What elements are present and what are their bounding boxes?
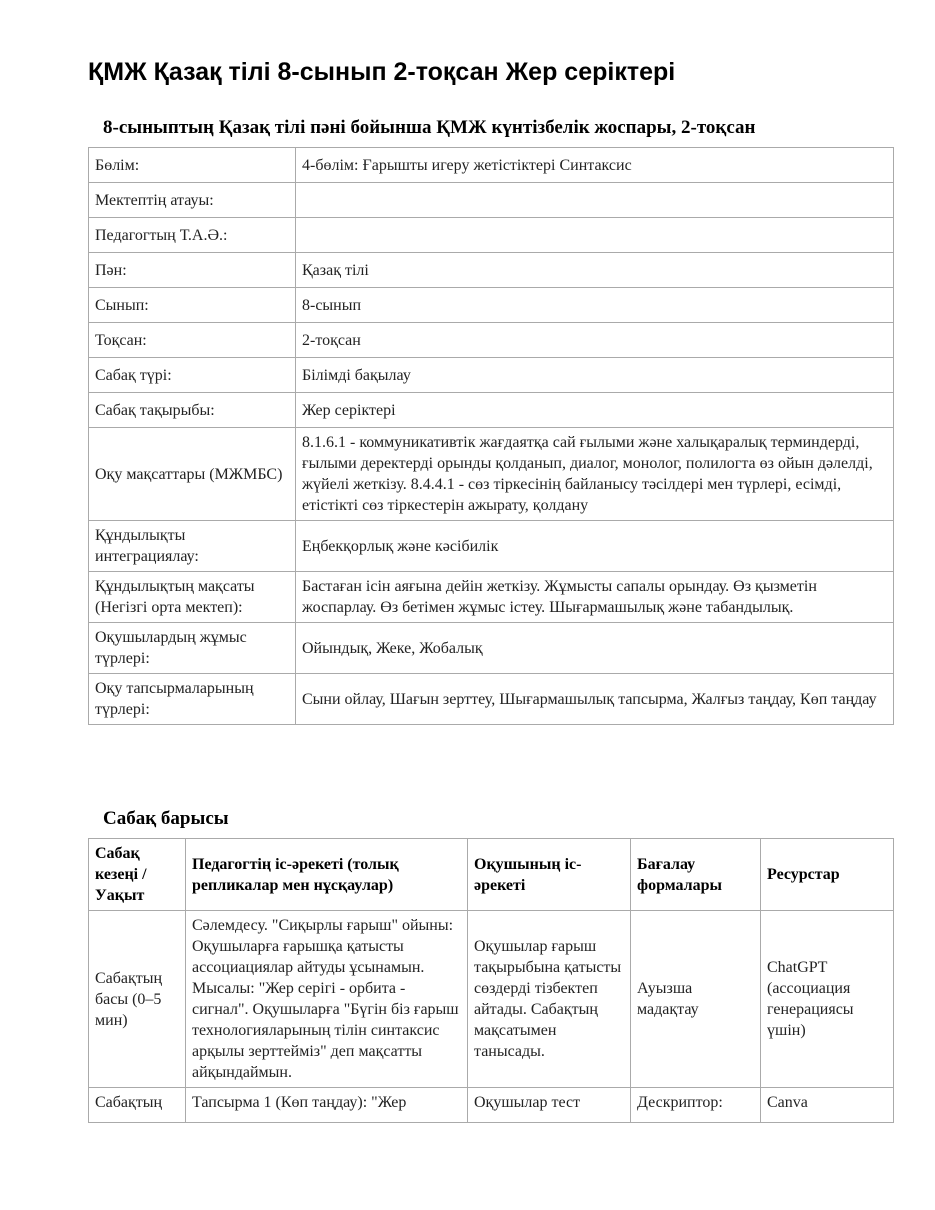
document-title: ҚМЖ Қазақ тілі 8-сынып 2-тоқсан Жер серіктері bbox=[88, 58, 676, 86]
table-row bbox=[89, 358, 894, 393]
info-value bbox=[296, 218, 894, 253]
info-label: Құндылықтың мақсаты (Негізгі орта мектеп): bbox=[89, 572, 296, 623]
info-label: Сынып: bbox=[89, 288, 296, 323]
table-cell: Ауызша мадақтау bbox=[631, 911, 761, 1088]
lesson-info-table bbox=[88, 147, 894, 725]
table-row bbox=[89, 253, 894, 288]
column-header: Педагогтің іс-әрекеті (толық репликалар мен нұсқаулар) bbox=[186, 839, 468, 911]
info-label: Мектептің атауы: bbox=[89, 183, 296, 218]
info-label: Сабақ тақырыбы: bbox=[89, 393, 296, 428]
table-row bbox=[89, 148, 894, 183]
table-row bbox=[89, 323, 894, 358]
plan-heading: 8-сыныптың Қазақ тілі пәні бойынша ҚМЖ күнтізбелік жоспары, 2-тоқсан bbox=[103, 117, 756, 138]
info-label: Оқу тапсырмаларының түрлері: bbox=[89, 674, 296, 725]
info-value: 4-бөлім: Ғарышты игеру жетістіктері Синтаксис bbox=[296, 148, 894, 183]
table-row bbox=[89, 183, 894, 218]
table-cell: ChatGPT (ассоциация генерациясы үшін) bbox=[761, 911, 894, 1088]
info-value bbox=[296, 183, 894, 218]
info-value: 8.1.6.1 - коммуникативтік жағдаятқа сай ғылыми және халықаралық терминдерді, ғылыми деректерді орынды қолданып, диалог, монолог, полилогта өз ойын дәлелді, жүйелі жеткізу. 8.4.4.1 - сөз тіркесінің байланысу тәсілдері мен түрлері, есімді, етістікті сөз тіркестерін ажырату, қолдану bbox=[296, 428, 894, 521]
column-header: Сабақ кезеңі / Уақыт bbox=[89, 839, 186, 911]
table-row bbox=[89, 218, 894, 253]
column-header: Оқушының іс-әрекеті bbox=[468, 839, 631, 911]
info-label: Тоқсан: bbox=[89, 323, 296, 358]
table-cell: Дескриптор: bbox=[631, 1088, 761, 1123]
info-label: Құндылықты интеграциялау: bbox=[89, 521, 296, 572]
info-value: Бастаған ісін аяғына дейін жеткізу. Жұмысты сапалы орындау. Өз қызметін жоспарлау. Өз бетімен жұмыс істеу. Шығармашылық және табандылық. bbox=[296, 572, 894, 623]
info-value: Еңбекқорлық және кәсібилік bbox=[296, 521, 894, 572]
table-cell: Сабақтың bbox=[89, 1088, 186, 1123]
table-row bbox=[89, 288, 894, 323]
info-value: Қазақ тілі bbox=[296, 253, 894, 288]
info-label: Оқушылардың жұмыс түрлері: bbox=[89, 623, 296, 674]
info-label: Педагогтың Т.А.Ә.: bbox=[89, 218, 296, 253]
info-label: Оқу мақсаттары (МЖМБС) bbox=[89, 428, 296, 521]
table-cell: Оқушылар ғарыш тақырыбына қатысты сөздерді тізбектеп айтады. Сабақтың мақсатымен танысады. bbox=[468, 911, 631, 1088]
column-header: Ресурстар bbox=[761, 839, 894, 911]
table-row bbox=[89, 521, 894, 572]
info-value: 2-тоқсан bbox=[296, 323, 894, 358]
table-row bbox=[89, 1088, 894, 1123]
table-cell: Сәлемдесу. "Сиқырлы ғарыш" ойыны: Оқушыларға ғарышқа қатысты ассоциациялар айтуды ұсынамын. Мысалы: "Жер серігі - орбита - сигнал". Оқушыларға "Бүгін біз ғарыш технологияларының тілін синтаксис арқылы зерттейміз" деп мақсатты айқындаймын. bbox=[186, 911, 468, 1088]
table-row bbox=[89, 674, 894, 725]
table-row bbox=[89, 911, 894, 1088]
table-cell: Оқушылар тест bbox=[468, 1088, 631, 1123]
table-row bbox=[89, 572, 894, 623]
lesson-progress-table bbox=[88, 838, 894, 1123]
table-row bbox=[89, 428, 894, 521]
table-cell: Сабақтың басы (0–5 мин) bbox=[89, 911, 186, 1088]
info-value: Ойындық, Жеке, Жобалық bbox=[296, 623, 894, 674]
progress-heading: Сабақ барысы bbox=[103, 808, 229, 829]
table-row bbox=[89, 393, 894, 428]
table-cell: Тапсырма 1 (Көп таңдау): "Жер bbox=[186, 1088, 468, 1123]
info-value: Сыни ойлау, Шағын зерттеу, Шығармашылық тапсырма, Жалғыз таңдау, Көп таңдау bbox=[296, 674, 894, 725]
column-header: Бағалау формалары bbox=[631, 839, 761, 911]
info-label: Сабақ түрі: bbox=[89, 358, 296, 393]
info-value: Білімді бақылау bbox=[296, 358, 894, 393]
info-label: Бөлім: bbox=[89, 148, 296, 183]
info-label: Пән: bbox=[89, 253, 296, 288]
table-cell: Canva bbox=[761, 1088, 894, 1123]
table-header-row bbox=[89, 839, 894, 911]
table-row bbox=[89, 623, 894, 674]
info-value: Жер серіктері bbox=[296, 393, 894, 428]
info-value: 8-сынып bbox=[296, 288, 894, 323]
